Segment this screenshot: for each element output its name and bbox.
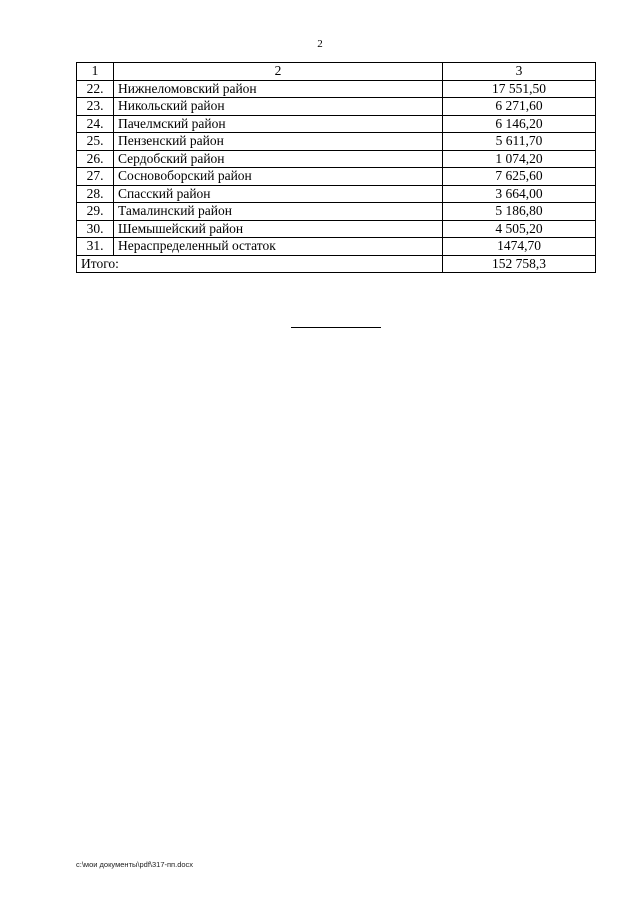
- end-of-document-line: [291, 327, 381, 328]
- row-number: 28.: [77, 185, 114, 203]
- row-number: 27.: [77, 168, 114, 186]
- distribution-table: [76, 62, 596, 273]
- row-number: 25.: [77, 133, 114, 151]
- district-name: Сосновоборский район: [114, 168, 443, 186]
- column-header-number: 1: [77, 63, 114, 81]
- table-row: [77, 133, 596, 151]
- row-number: 22.: [77, 80, 114, 98]
- amount-value: 17 551,50: [443, 80, 596, 98]
- table-row: [77, 98, 596, 116]
- district-name: Шемышейский район: [114, 220, 443, 238]
- table-row: [77, 185, 596, 203]
- district-name: Пачелмский район: [114, 115, 443, 133]
- page-number: 2: [317, 38, 323, 50]
- row-number: 26.: [77, 150, 114, 168]
- district-name: Тамалинский район: [114, 203, 443, 221]
- table-row: [77, 115, 596, 133]
- row-number: 23.: [77, 98, 114, 116]
- amount-value: 1 074,20: [443, 150, 596, 168]
- column-header-value: 3: [443, 63, 596, 81]
- table-row: [77, 238, 596, 256]
- total-label: Итого:: [77, 255, 443, 273]
- table-total-row: [77, 255, 596, 273]
- table-row: [77, 150, 596, 168]
- table-header-row: [77, 63, 596, 81]
- amount-value: 5 611,70: [443, 133, 596, 151]
- column-header-name: 2: [114, 63, 443, 81]
- district-name: Пензенский район: [114, 133, 443, 151]
- amount-value: 5 186,80: [443, 203, 596, 221]
- total-value: 152 758,3: [443, 255, 596, 273]
- amount-value: 4 505,20: [443, 220, 596, 238]
- footer-file-path: c:\мои документы\pdf\317-пп.docx: [76, 860, 194, 869]
- amount-value: 1474,70: [443, 238, 596, 256]
- row-number: 24.: [77, 115, 114, 133]
- district-name: Нижнеломовский район: [114, 80, 443, 98]
- row-number: 30.: [77, 220, 114, 238]
- row-number: 31.: [77, 238, 114, 256]
- row-number: 29.: [77, 203, 114, 221]
- table-row: [77, 220, 596, 238]
- amount-value: 7 625,60: [443, 168, 596, 186]
- amount-value: 6 146,20: [443, 115, 596, 133]
- table-row: [77, 203, 596, 221]
- amount-value: 6 271,60: [443, 98, 596, 116]
- district-name: Сердобский район: [114, 150, 443, 168]
- district-name: Никольский район: [114, 98, 443, 116]
- table-row: [77, 168, 596, 186]
- amount-value: 3 664,00: [443, 185, 596, 203]
- district-name: Нераспределенный остаток: [114, 238, 443, 256]
- table-row: [77, 80, 596, 98]
- district-name: Спасский район: [114, 185, 443, 203]
